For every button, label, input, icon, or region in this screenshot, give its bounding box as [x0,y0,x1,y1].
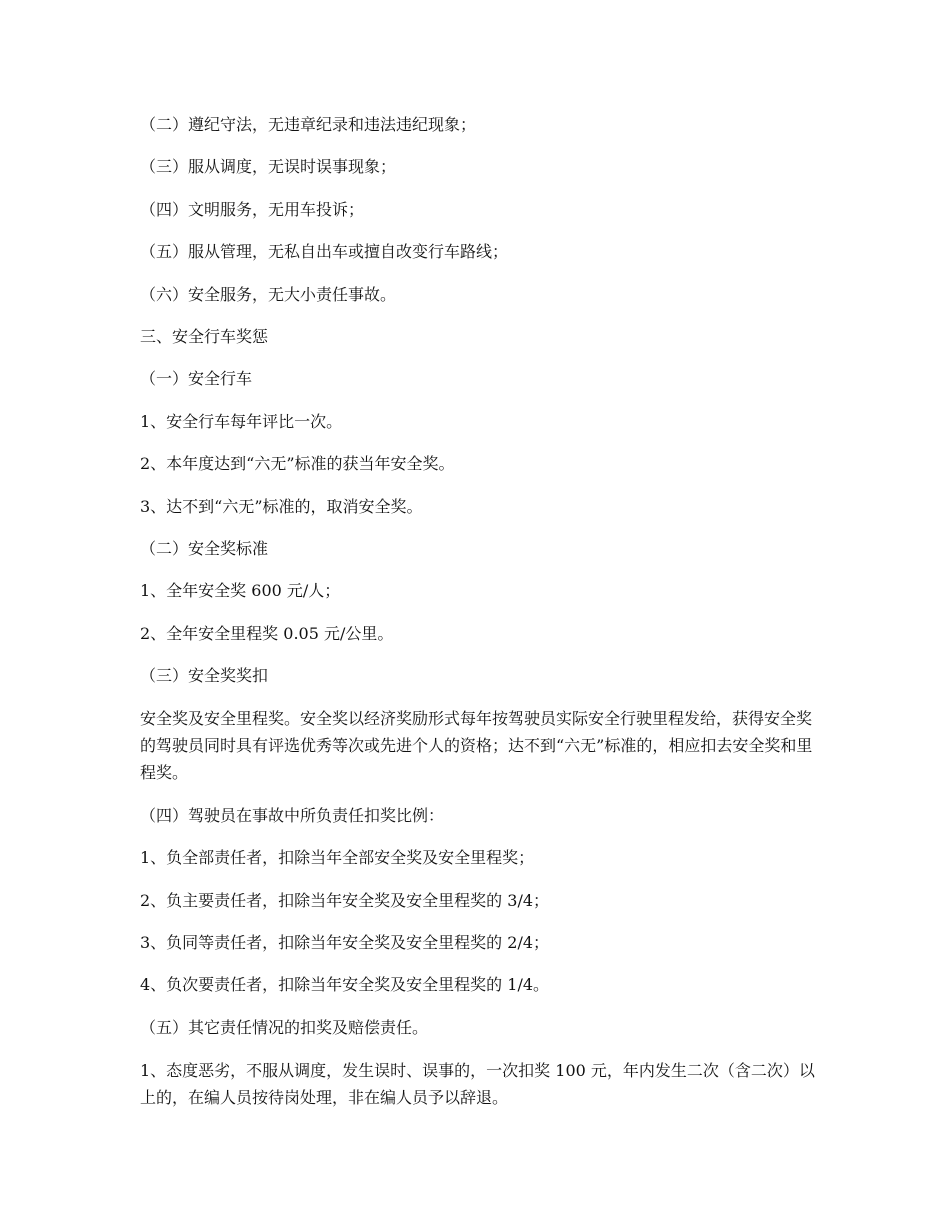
item-three-dispatch: （三）服从调度，无误时误事现象； [140,157,397,177]
section-heading-safe-driving: 三、安全行车奖惩 [140,326,269,346]
item-two-discipline: （二）遵纪守法，无违章纪录和违法违纪现象； [140,115,477,134]
deduction-main-responsibility: 2、负主要责任者，扣除当年安全奖及安全里程奖的 3/4； [140,890,550,910]
document-body [140,112,820,1128]
subheading-award-standard: （二）安全奖标准 [140,538,269,558]
subheading-other-liability: （五）其它责任情况的扣奖及赔偿责任。 [140,1017,429,1037]
paragraph-award-description: 安全奖及安全里程奖。安全奖以经济奖励形式每年按驾驶员实际安全行驶里程发给，获得安全奖的驾驶员同时具有评选优秀等次或先进个人的资格；达不到“六无”标准的，相应扣去安全奖和里程奖。 [140,709,813,783]
rule-award-cancel: 3、达不到“六无”标准的，取消安全奖。 [140,496,423,516]
liability-attitude-rule: 1、态度恶劣，不服从调度，发生误时、误事的，一次扣奖 100 元，年内发生二次（含二次）以上的，在编人员按待岗处理，非在编人员予以辞退。 [140,1061,815,1108]
deduction-full-responsibility: 1、负全部责任者，扣除当年全部安全奖及安全里程奖； [140,848,535,868]
subheading-award-deduction: （三）安全奖奖扣 [140,666,269,686]
item-four-service: （四）文明服务，无用车投诉； [140,199,365,219]
item-six-safety: （六）安全服务，无大小责任事故。 [140,284,397,304]
deduction-minor-responsibility: 4、负次要责任者，扣除当年安全奖及安全里程奖的 1/4。 [140,975,550,995]
deduction-equal-responsibility: 3、负同等责任者，扣除当年安全奖及安全里程奖的 2/4； [140,933,550,953]
standard-mileage-award: 2、全年安全里程奖 0.05 元/公里。 [140,623,394,643]
standard-annual-award: 1、全年安全奖 600 元/人； [140,581,341,601]
rule-award-eligibility: 2、本年度达到“六无”标准的获当年安全奖。 [140,454,455,474]
item-five-management: （五）服从管理，无私自出车或擅自改变行车路线； [140,242,509,262]
subheading-accident-deduction: （四）驾驶员在事故中所负责任扣奖比例： [140,805,445,825]
rule-annual-evaluation: 1、安全行车每年评比一次。 [140,411,343,431]
subheading-safe-driving: （一）安全行车 [140,369,253,389]
